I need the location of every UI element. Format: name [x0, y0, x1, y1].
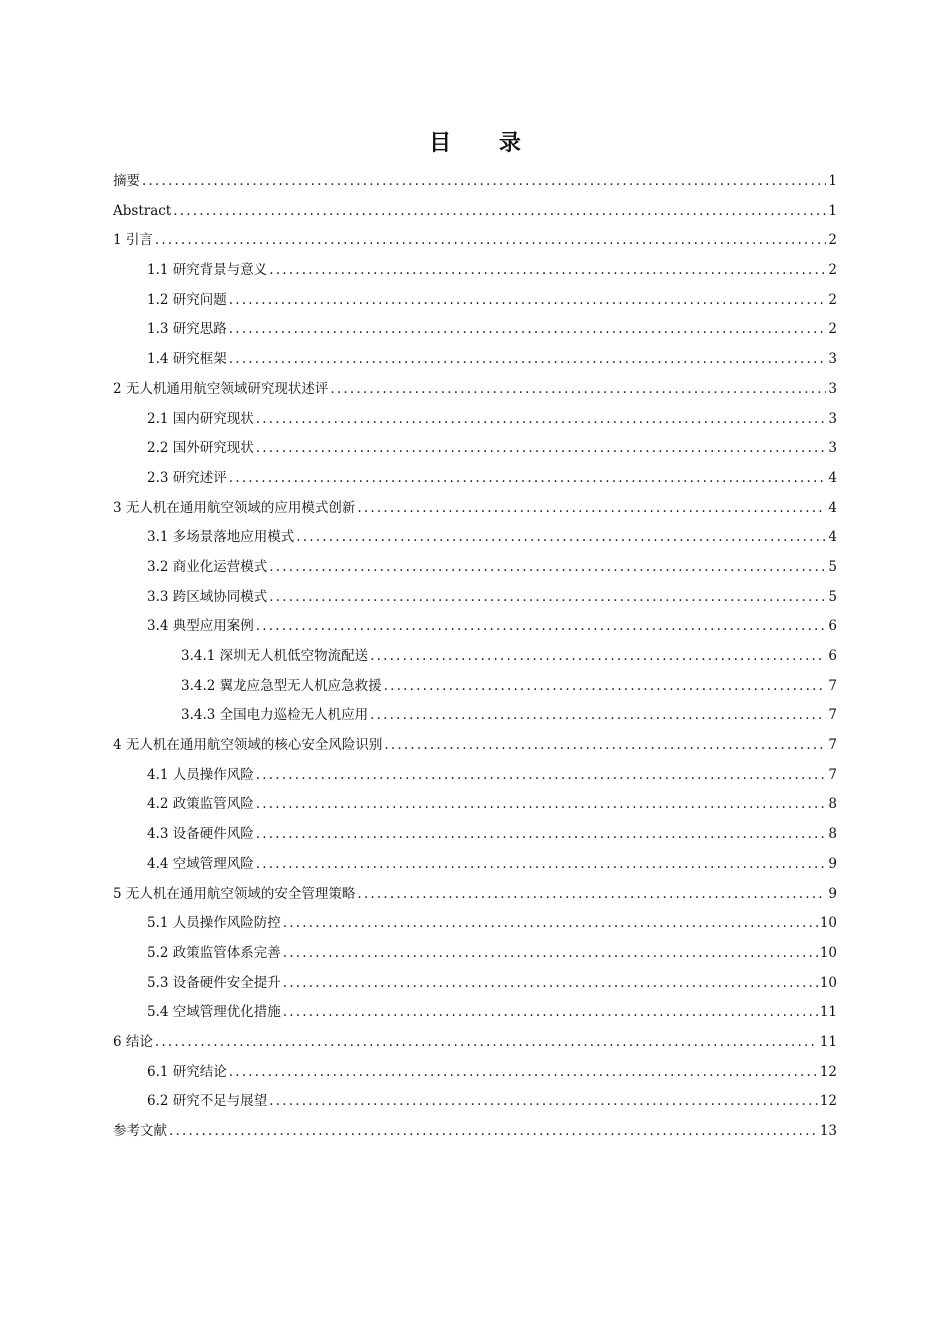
toc-entry-label: 1.3 研究思路	[147, 321, 227, 338]
toc-entry-label: 3.1 多场景落地应用模式	[147, 529, 295, 546]
toc-entry[interactable]	[113, 998, 837, 1028]
toc-entry-page-number: 11	[819, 1004, 837, 1021]
toc-entry[interactable]	[113, 226, 837, 256]
toc-dot-leader	[384, 731, 826, 761]
toc-entry-page-number: 5	[828, 558, 837, 575]
toc-entry-label: 3 无人机在通用航空领域的应用模式创新	[113, 499, 356, 516]
toc-dot-leader	[256, 820, 827, 850]
toc-entry-page-number: 8	[828, 826, 837, 843]
toc-entry[interactable]	[113, 197, 837, 227]
toc-entry-page-number: 12	[819, 1093, 837, 1110]
toc-entry-label: 2 无人机通用航空领域研究现状述评	[113, 380, 329, 397]
toc-entry[interactable]	[113, 434, 837, 464]
toc-dot-leader	[169, 1117, 818, 1147]
toc-entry[interactable]	[113, 761, 837, 791]
toc-entry-label: 6 结论	[113, 1033, 153, 1050]
toc-dot-leader	[330, 375, 826, 405]
toc-entry-page-number: 1	[828, 173, 837, 189]
toc-entry-label: 5.4 空域管理优化措施	[147, 1004, 281, 1021]
toc-entry[interactable]	[113, 375, 837, 405]
toc-dot-leader	[256, 434, 827, 464]
toc-entry[interactable]	[113, 850, 837, 880]
toc-entry-page-number: 3	[828, 410, 837, 427]
toc-dot-leader	[142, 167, 826, 197]
toc-entry-label: 3.2 商业化运营模式	[147, 558, 268, 575]
toc-dot-leader	[283, 909, 818, 939]
toc-dot-leader	[256, 790, 827, 820]
toc-entry[interactable]	[113, 494, 837, 524]
toc-entry[interactable]	[113, 553, 837, 583]
toc-dot-leader	[229, 286, 827, 316]
toc-entry[interactable]	[113, 820, 837, 850]
toc-entry-page-number: 6	[828, 618, 837, 635]
toc-entry-page-number: 2	[828, 232, 837, 249]
toc-entry-page-number: 10	[819, 944, 837, 961]
toc-entry[interactable]	[113, 642, 837, 672]
toc-entry-page-number: 4	[828, 529, 837, 546]
toc-entry[interactable]	[113, 286, 837, 316]
toc-entry-page-number: 13	[819, 1123, 837, 1139]
toc-dot-leader	[256, 405, 827, 435]
toc-entry-label: 参考文献	[113, 1123, 167, 1139]
toc-dot-leader	[229, 345, 827, 375]
toc-entry-label: 4.2 政策监管风险	[147, 796, 254, 813]
toc-dot-leader	[173, 197, 826, 227]
toc-entry-page-number: 4	[828, 499, 837, 516]
toc-entry-label: 5 无人机在通用航空领域的安全管理策略	[113, 885, 356, 902]
toc-entry-page-number: 2	[828, 321, 837, 338]
toc-entry-label: 5.1 人员操作风险防控	[147, 915, 281, 932]
toc-entry[interactable]	[113, 672, 837, 702]
toc-entry[interactable]	[113, 731, 837, 761]
toc-dot-leader	[357, 494, 826, 524]
toc-dot-leader	[229, 464, 827, 494]
toc-entry-page-number: 10	[819, 974, 837, 991]
toc-dot-leader	[155, 1028, 818, 1058]
toc-dot-leader	[269, 553, 826, 583]
toc-entry-label: 1.2 研究问题	[147, 291, 227, 308]
toc-entry[interactable]	[113, 1028, 837, 1058]
toc-dot-leader	[155, 226, 827, 256]
toc-entry[interactable]	[113, 583, 837, 613]
toc-entry-page-number: 10	[819, 915, 837, 932]
toc-entry-label: 3.4.1 深圳无人机低空物流配送	[181, 648, 369, 664]
toc-entry-page-number: 4	[828, 469, 837, 486]
toc-entry-page-number: 3	[828, 351, 837, 368]
toc-dot-leader	[229, 315, 827, 345]
toc-entry-label: Abstract	[113, 202, 172, 219]
toc-entry[interactable]	[113, 315, 837, 345]
toc-entry-label: 3.4.3 全国电力巡检无人机应用	[181, 707, 369, 724]
toc-entry-page-number: 7	[828, 766, 837, 783]
toc-list	[113, 167, 837, 1147]
toc-dot-leader	[283, 969, 818, 999]
toc-dot-leader	[269, 583, 826, 613]
toc-entry-label: 6.1 研究结论	[147, 1063, 227, 1080]
toc-entry-label: 1.1 研究背景与意义	[147, 262, 268, 279]
toc-entry-page-number: 2	[828, 291, 837, 308]
toc-entry-label: 1.4 研究框架	[147, 351, 227, 368]
toc-entry-page-number: 11	[819, 1033, 837, 1050]
toc-entry[interactable]	[113, 701, 837, 731]
toc-entry[interactable]	[113, 1058, 837, 1088]
toc-entry[interactable]	[113, 405, 837, 435]
toc-entry[interactable]	[113, 790, 837, 820]
toc-dot-leader	[370, 642, 826, 672]
toc-entry-label: 5.3 设备硬件安全提升	[147, 974, 281, 991]
toc-entry-page-number: 2	[828, 262, 837, 279]
toc-entry[interactable]	[113, 256, 837, 286]
toc-entry-label: 3.4.2 翼龙应急型无人机应急救援	[181, 677, 382, 694]
toc-dot-leader	[256, 850, 827, 880]
toc-entry-label: 2.3 研究述评	[147, 469, 227, 486]
toc-entry-page-number: 8	[828, 796, 837, 813]
toc-entry-label: 2.1 国内研究现状	[147, 410, 254, 427]
toc-entry-label: 3.4 典型应用案例	[147, 618, 254, 635]
toc-entry-label: 1 引言	[113, 232, 153, 249]
toc-entry-page-number: 9	[828, 855, 837, 872]
toc-entry-label: 5.2 政策监管体系完善	[147, 944, 281, 961]
toc-entry-label: 4.4 空域管理风险	[147, 855, 254, 872]
toc-entry-page-number: 5	[828, 588, 837, 605]
toc-entry[interactable]	[113, 464, 837, 494]
toc-entry[interactable]	[113, 1117, 837, 1147]
toc-entry[interactable]	[113, 1087, 837, 1117]
toc-entry[interactable]	[113, 939, 837, 969]
toc-entry-page-number: 12	[819, 1063, 837, 1080]
toc-entry[interactable]	[113, 167, 837, 197]
toc-entry-label: 6.2 研究不足与展望	[147, 1093, 268, 1110]
toc-title: 目 录	[429, 131, 541, 156]
toc-entry-page-number: 3	[828, 380, 837, 397]
toc-entry[interactable]	[113, 969, 837, 999]
toc-dot-leader	[283, 998, 818, 1028]
toc-entry-page-number: 7	[828, 737, 837, 754]
toc-entry-label: 4 无人机在通用航空领域的核心安全风险识别	[113, 737, 383, 754]
toc-dot-leader	[283, 939, 818, 969]
toc-dot-leader	[384, 672, 827, 702]
toc-entry-label: 2.2 国外研究现状	[147, 440, 254, 457]
toc-entry-page-number: 1	[828, 202, 837, 219]
toc-entry-page-number: 6	[828, 648, 837, 664]
toc-entry[interactable]	[113, 345, 837, 375]
toc-dot-leader	[370, 701, 826, 731]
toc-entry-page-number: 3	[828, 440, 837, 457]
toc-dot-leader	[296, 523, 826, 553]
toc-entry[interactable]	[113, 909, 837, 939]
toc-entry-label: 摘要	[113, 173, 140, 189]
toc-entry-label: 3.3 跨区域协同模式	[147, 588, 268, 605]
toc-dot-leader	[229, 1058, 818, 1088]
toc-entry[interactable]	[113, 612, 837, 642]
toc-dot-leader	[256, 612, 827, 642]
toc-entry[interactable]	[113, 880, 837, 910]
toc-entry-page-number: 7	[828, 707, 837, 724]
toc-dot-leader	[256, 761, 827, 791]
toc-entry-label: 4.3 设备硬件风险	[147, 826, 254, 843]
toc-dot-leader	[269, 1087, 818, 1117]
toc-dot-leader	[357, 880, 826, 910]
toc-dot-leader	[269, 256, 826, 286]
toc-entry[interactable]	[113, 523, 837, 553]
toc-entry-label: 4.1 人员操作风险	[147, 766, 254, 783]
toc-entry-page-number: 7	[828, 677, 837, 694]
toc-entry-page-number: 9	[828, 885, 837, 902]
